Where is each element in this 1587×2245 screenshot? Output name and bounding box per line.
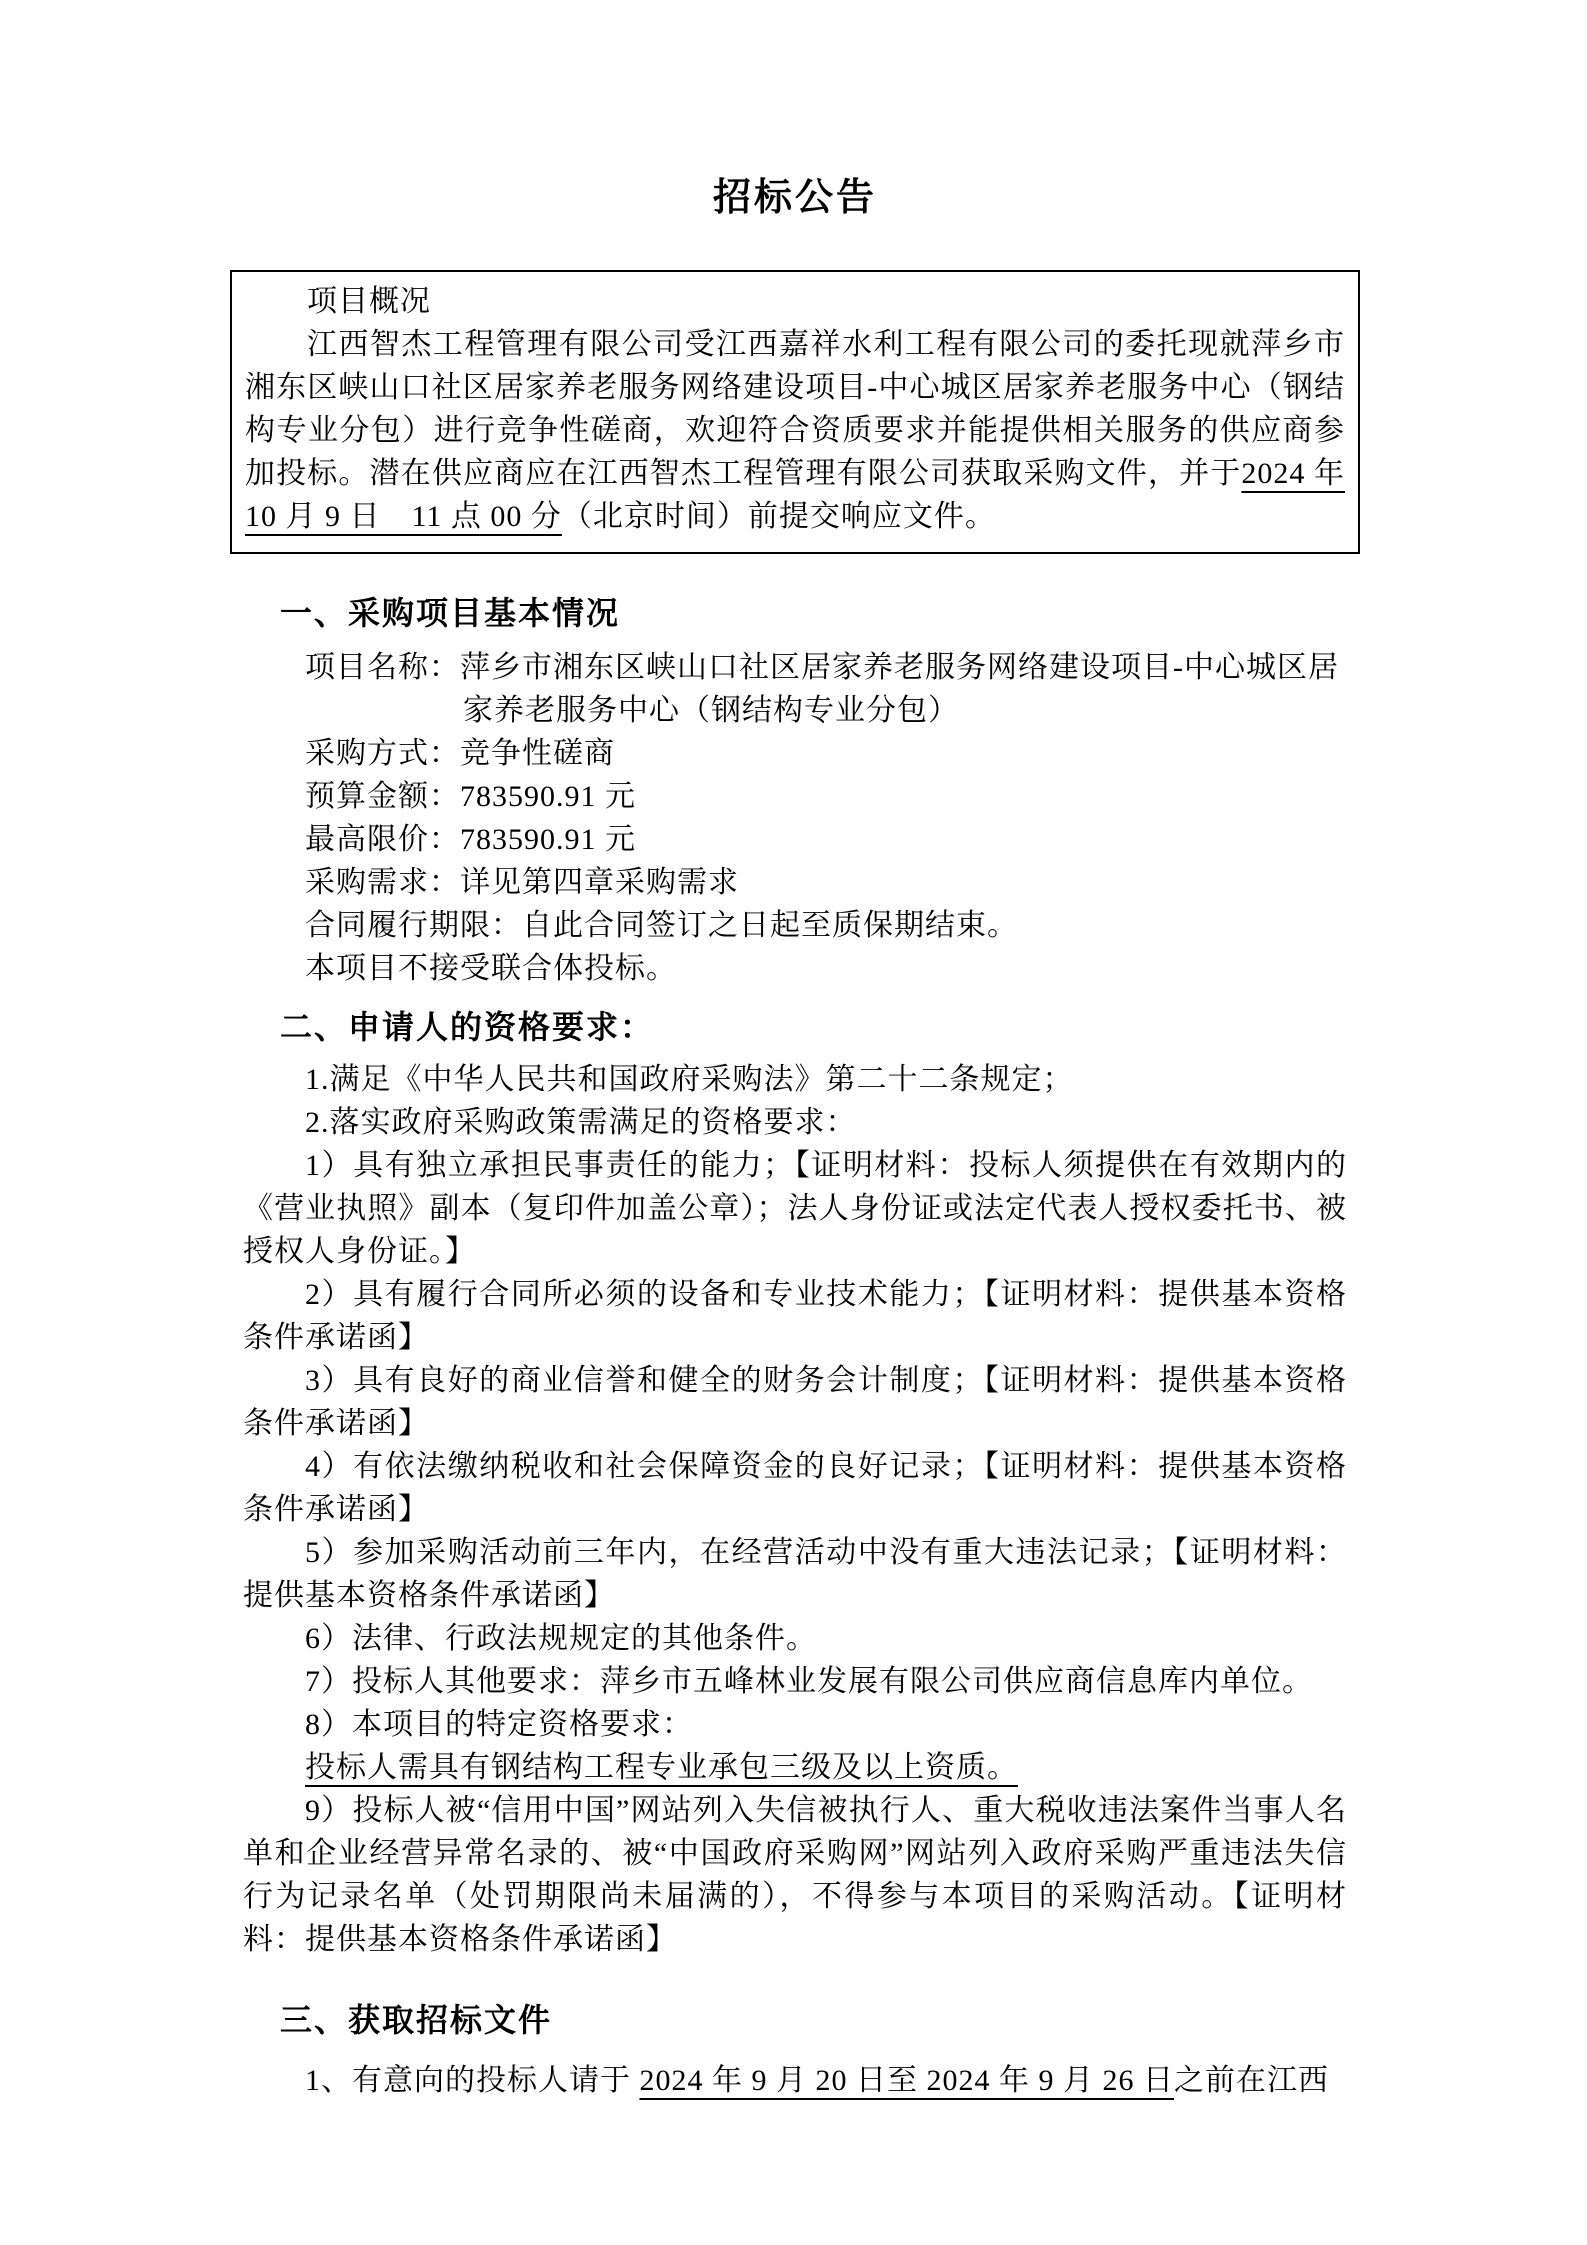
overview-heading: 项目概况 [307, 285, 431, 318]
qualification-paragraph: 1.满足《中华人民共和国政府采购法》第二十二条规定； [305, 1063, 1074, 1096]
item-project-name [243, 646, 1347, 732]
item-budget-amount [243, 775, 1347, 818]
item-max-price [243, 818, 1347, 861]
item-label: 采购需求： [305, 866, 460, 899]
qualification-paragraph: 2）具有履行合同所必须的设备和专业技术能力；【证明材料：提供基本资格条件承诺函】 [243, 1278, 1347, 1354]
steel-structure-requirement: 投标人需具有钢结构工程专业承包三级及以上资质。 [305, 1751, 1018, 1784]
document-content [243, 0, 1347, 2102]
section1-items [243, 646, 1347, 990]
qualification-paragraph: 8）本项目的特定资格要求： [305, 1708, 693, 1741]
section3-heading: 三、获取招标文件 [280, 2002, 553, 2038]
qualification-paragraph: 4）有依法缴纳税收和社会保障资金的良好记录；【证明材料：提供基本资格条件承诺函】 [243, 1450, 1347, 1526]
qualification-paragraph: 5）参加采购活动前三年内，在经营活动中没有重大违法记录；【证明材料：提供基本资格条件承诺函】 [243, 1536, 1347, 1612]
item-value: 详见第四章采购需求 [460, 866, 739, 899]
obtain-date-range-underlined: 2024 年 9 月 20 日至 2024 年 9 月 26 日 [639, 2064, 1174, 2097]
item-value: 783590.91 元 [460, 780, 636, 813]
item-label: 合同履行期限： [305, 909, 522, 942]
qualification-paragraph: 1）具有独立承担民事责任的能力；【证明材料：投标人须提供在有效期内的《营业执照》副本（复印件加盖公章）；法人身份证或法定代表人授权委托书、被授权人身份证。】 [243, 1149, 1347, 1268]
item-label: 预算金额： [305, 780, 460, 813]
item-procurement-method [243, 732, 1347, 775]
qualification-paragraph-credit-china: 9）投标人被“信用中国”网站列入失信被执行人、重大税收违法案件当事人名单和企业经营异常名录的、被“中国政府采购网”网站列入政府采购严重违法失信行为记录名单（处罚期限尚未届满的），不得参与本项目的采购活动。【证明材料：提供基本资格条件承诺函】 [243, 1794, 1347, 1956]
overview-text-pre: 江西智杰工程管理有限公司受江西嘉祥水利工程有限公司的委托现就萍乡市湘东区峡山口社区居家养老服务网络建设项目-中心城区居家养老服务中心（钢结构专业分包）进行竞争性磋商，欢迎符合资质要求并能提供相关服务的供应商参加投标。潜在供应商应在江西智杰工程管理有限公司获取采购文件，并于 [245, 328, 1345, 490]
overview-paragraph [245, 323, 1345, 538]
item-procurement-demand [243, 861, 1347, 904]
overview-text-post: （北京时间）前提交响应文件。 [561, 500, 996, 533]
item-value: 自此合同签订之日起至质保期结束。 [522, 909, 1018, 942]
project-overview-box [230, 270, 1360, 554]
obtain-text-post: 之前在江西 [1174, 2064, 1329, 2097]
item-label: 项目名称： [305, 651, 460, 684]
section2-heading: 二、申请人的资格要求： [280, 1009, 655, 1045]
item-contract-period [243, 904, 1347, 947]
section3-paragraph-wrap [243, 2059, 1347, 2102]
obtain-document-paragraph [243, 2059, 1347, 2102]
qualification-paragraph: 2.落实政府采购政策需满足的资格要求： [305, 1106, 857, 1139]
deadline-datetime-underlined: 2024 年 10 月 9 日 11 点 00 分 [245, 457, 1346, 533]
section2-paragraphs [243, 1058, 1347, 1961]
qualification-paragraph: 3）具有良好的商业信誉和健全的财务会计制度；【证明材料：提供基本资格条件承诺函】 [243, 1364, 1347, 1440]
item-value: 竞争性磋商 [460, 737, 615, 770]
qualification-paragraph: 7）投标人其他要求：萍乡市五峰林业发展有限公司供应商信息库内单位。 [305, 1665, 1313, 1698]
special-qualification-underlined [243, 1746, 1347, 1789]
obtain-text-pre: 1、有意向的投标人请于 [305, 2064, 640, 2097]
doc-title: 招标公告 [712, 177, 877, 219]
item-value: 783590.91 元 [460, 823, 636, 856]
item-value: 本项目不接受联合体投标。 [305, 952, 677, 985]
item-no-consortium [243, 947, 1347, 990]
item-value: 萍乡市湘东区峡山口社区居家养老服务网络建设项目-中心城区居家养老服务中心（钢结构专业分包） [460, 651, 1339, 727]
item-label: 采购方式： [305, 737, 460, 770]
section1-heading: 一、采购项目基本情况 [280, 595, 621, 631]
qualification-paragraph: 6）法律、行政法规规定的其他条件。 [305, 1622, 817, 1655]
item-label: 最高限价： [305, 823, 460, 856]
